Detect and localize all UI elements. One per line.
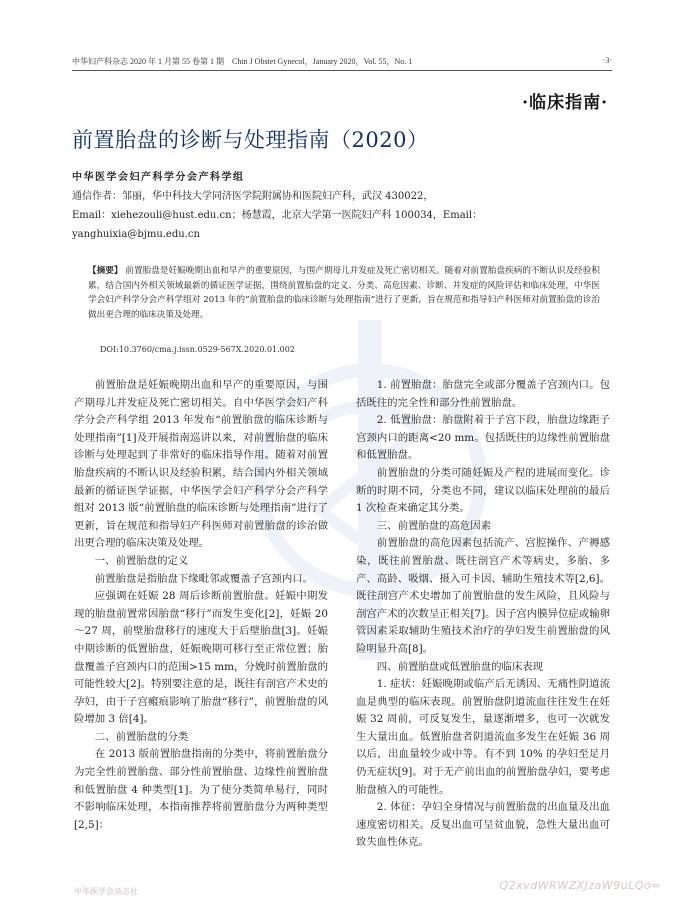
publisher-logo: 中华医学会杂志社 [74, 887, 138, 896]
abstract [88, 264, 600, 322]
paragraph: 在 2013 版前置胎盘指南的分类中，将前置胎盘分为完全性前置胎盘、部分性前置胎盘、边缘性前置胎盘和低置胎盘 4 种类型[1]。为了使分类简单易行，同时不影响临床处理，本指南推荐将前置胎盘分为两种类型[2,5]： [74, 748, 328, 831]
footer-watermark-code: Q2xvdWRWZXJzaW9uLQo= [499, 879, 661, 892]
header-rule [72, 70, 612, 71]
body-column-left [74, 377, 328, 834]
section-heading: 三、前置胎盘的高危因素 [376, 519, 492, 532]
section-label: ·临床指南· [522, 93, 608, 113]
paragraph: 前置胎盘的高危因素包括流产、宫腔操作、产褥感染，既往前置胎盘、既往剖宫产术等病史，多胎、多产、高龄、吸烟、摄入可卡因、辅助生殖技术等[2,6]。既往剖宫产术史增加了前置胎盘的发生风险，且风险与剖宫产术的次数呈正相关[7]。因子宫内膜异位症或输卵管因素采取辅助生殖技术治疗的孕妇发生前置胎盘的风险明显升高[8]。 [356, 537, 610, 655]
paragraph: 2. 低置胎盘：胎盘附着于子宫下段，胎盘边缘距子宫颈内口的距离<20 mm。包括既往的边缘性前置胎盘和低置胎盘。 [356, 414, 610, 462]
doi: DOI:10.3760/cma.j.issn.0529-567X.2020.01.002 [100, 345, 295, 354]
author-block [72, 168, 617, 244]
paragraph: 1. 症状：妊娠晚期或临产后无诱因、无痛性阴道流血是典型的临床表现。前置胎盘阴道流血往往发生在妊娠 32 周前，可反复发生，量逐渐增多，也可一次就发生大量出血。低置胎盘者阴道流血多发生在妊娠 36 周以后，出血量较少或中等。有不到 10% 的孕妇至足月仍无症状[9]。对于无产前出血的前置胎盘孕妇，要考虑胎盘植入的可能性。 [356, 678, 610, 796]
corresponding-line-3: yanghuixia@bjmu.edu.cn [72, 229, 200, 240]
paragraph: 1. 前置胎盘：胎盘完全或部分覆盖子宫颈内口。包括既往的完全性和部分性前置胎盘。 [356, 379, 610, 409]
abstract-tag: 【摘要】 [88, 266, 123, 276]
paragraph: 前置胎盘是指胎盘下缘毗邻或覆盖子宫颈内口。 [94, 572, 313, 585]
section-heading: 一、前置胎盘的定义 [94, 554, 189, 567]
running-header [72, 56, 612, 67]
paragraph: 前置胎盘的分类可随妊娠及产程的进展而变化。诊断的时期不同，分类也不同，建议以临床处理前的最后 1 次检查来确定其分类。 [356, 466, 610, 515]
abstract-text: 前置胎盘是妊娠晚期出血和早产的重要原因，与围产期母儿并发症及死亡密切相关。随着对前置胎盘疾病的不断认识及经验积累，结合国内外相关领域最新的循证医学证据，围绕前置胎盘的定义、分类、高危因素、诊断、并发症的风险评估和临床处理，中华医学会妇产科学分会产科学组对 2013 年的“前置胎盘的临床诊断与处理指南”进行了更新，旨在规范和指导妇产科医师对前置胎盘的诊治做出更合理的临床决策及处理。 [88, 266, 600, 320]
paragraph: 前置胎盘是妊娠晚期出血和早产的重要原因，与围产期母儿并发症及死亡密切相关。自中华医学会妇产科学分会产科学组 2013 年发布“前置胎盘的临床诊断与处理指南”[1]及开展指南巡讲以来，对前置胎盘的临床诊断与处理起到了非常好的临床指导作用。随着对前置胎盘疾病的不断认识及经验积累，结合国内外相关领域最新的循证医学证据，中华医学会妇产科学分会产科学组对 2013 版“前置胎盘的临床诊断与处理指南”进行了更新，旨在规范和指导妇产科医师对前置胎盘的诊治做出更合理的临床决策及处理。 [74, 379, 328, 550]
journal-citation: 中华妇产科杂志 2020 年 1 月第 55 卷第 1 期 Chin J Obstet Gynecol，January 2020，Vol. 55，No. 1 [72, 57, 413, 66]
corresponding-line-2: Email：xiehezouli@hust.edu.cn；杨慧霞，北京大学第一医院妇产科 100034，Email： [72, 210, 483, 221]
body-column-right [356, 377, 610, 852]
section-heading: 二、前置胎盘的分类 [94, 730, 189, 743]
page-number: ·3· [602, 56, 612, 65]
author-organization: 中华医学会妇产科学分会产科学组 [72, 172, 245, 183]
article-title: 前置胎盘的诊断与处理指南（2020） [72, 128, 429, 152]
section-heading: 四、前置胎盘或低置胎盘的临床表现 [376, 660, 544, 673]
paragraph: 2. 体征：孕妇全身情况与前置胎盘的出血量及出血速度密切相关。反复出血可呈贫血貌，急性大量出血可致失血性休克。 [356, 801, 610, 849]
corresponding-line-1: 通信作者：邹丽，华中科技大学同济医学院附属协和医院妇产科，武汉 430022， [72, 191, 434, 202]
paragraph: 应强调在妊娠 28 周后诊断前置胎盘。妊娠中期发现的胎盘前置常因胎盘“移行”而发生变化[2]，妊娠 20～27 周，前壁胎盘移行的速度大于后壁胎盘[3]。妊娠中期诊断的低置胎盘，妊娠晚期可移行至正常位置；胎盘覆盖子宫颈内口的范围>15 mm，分娩时前置胎盘的可能性较大[2]。特别要注意的是，既往有剖宫产术史的孕妇，由于子宫瘢痕影响了胎盘“移行”，前置胎盘的风险增加 3 倍[4]。 [74, 590, 328, 726]
